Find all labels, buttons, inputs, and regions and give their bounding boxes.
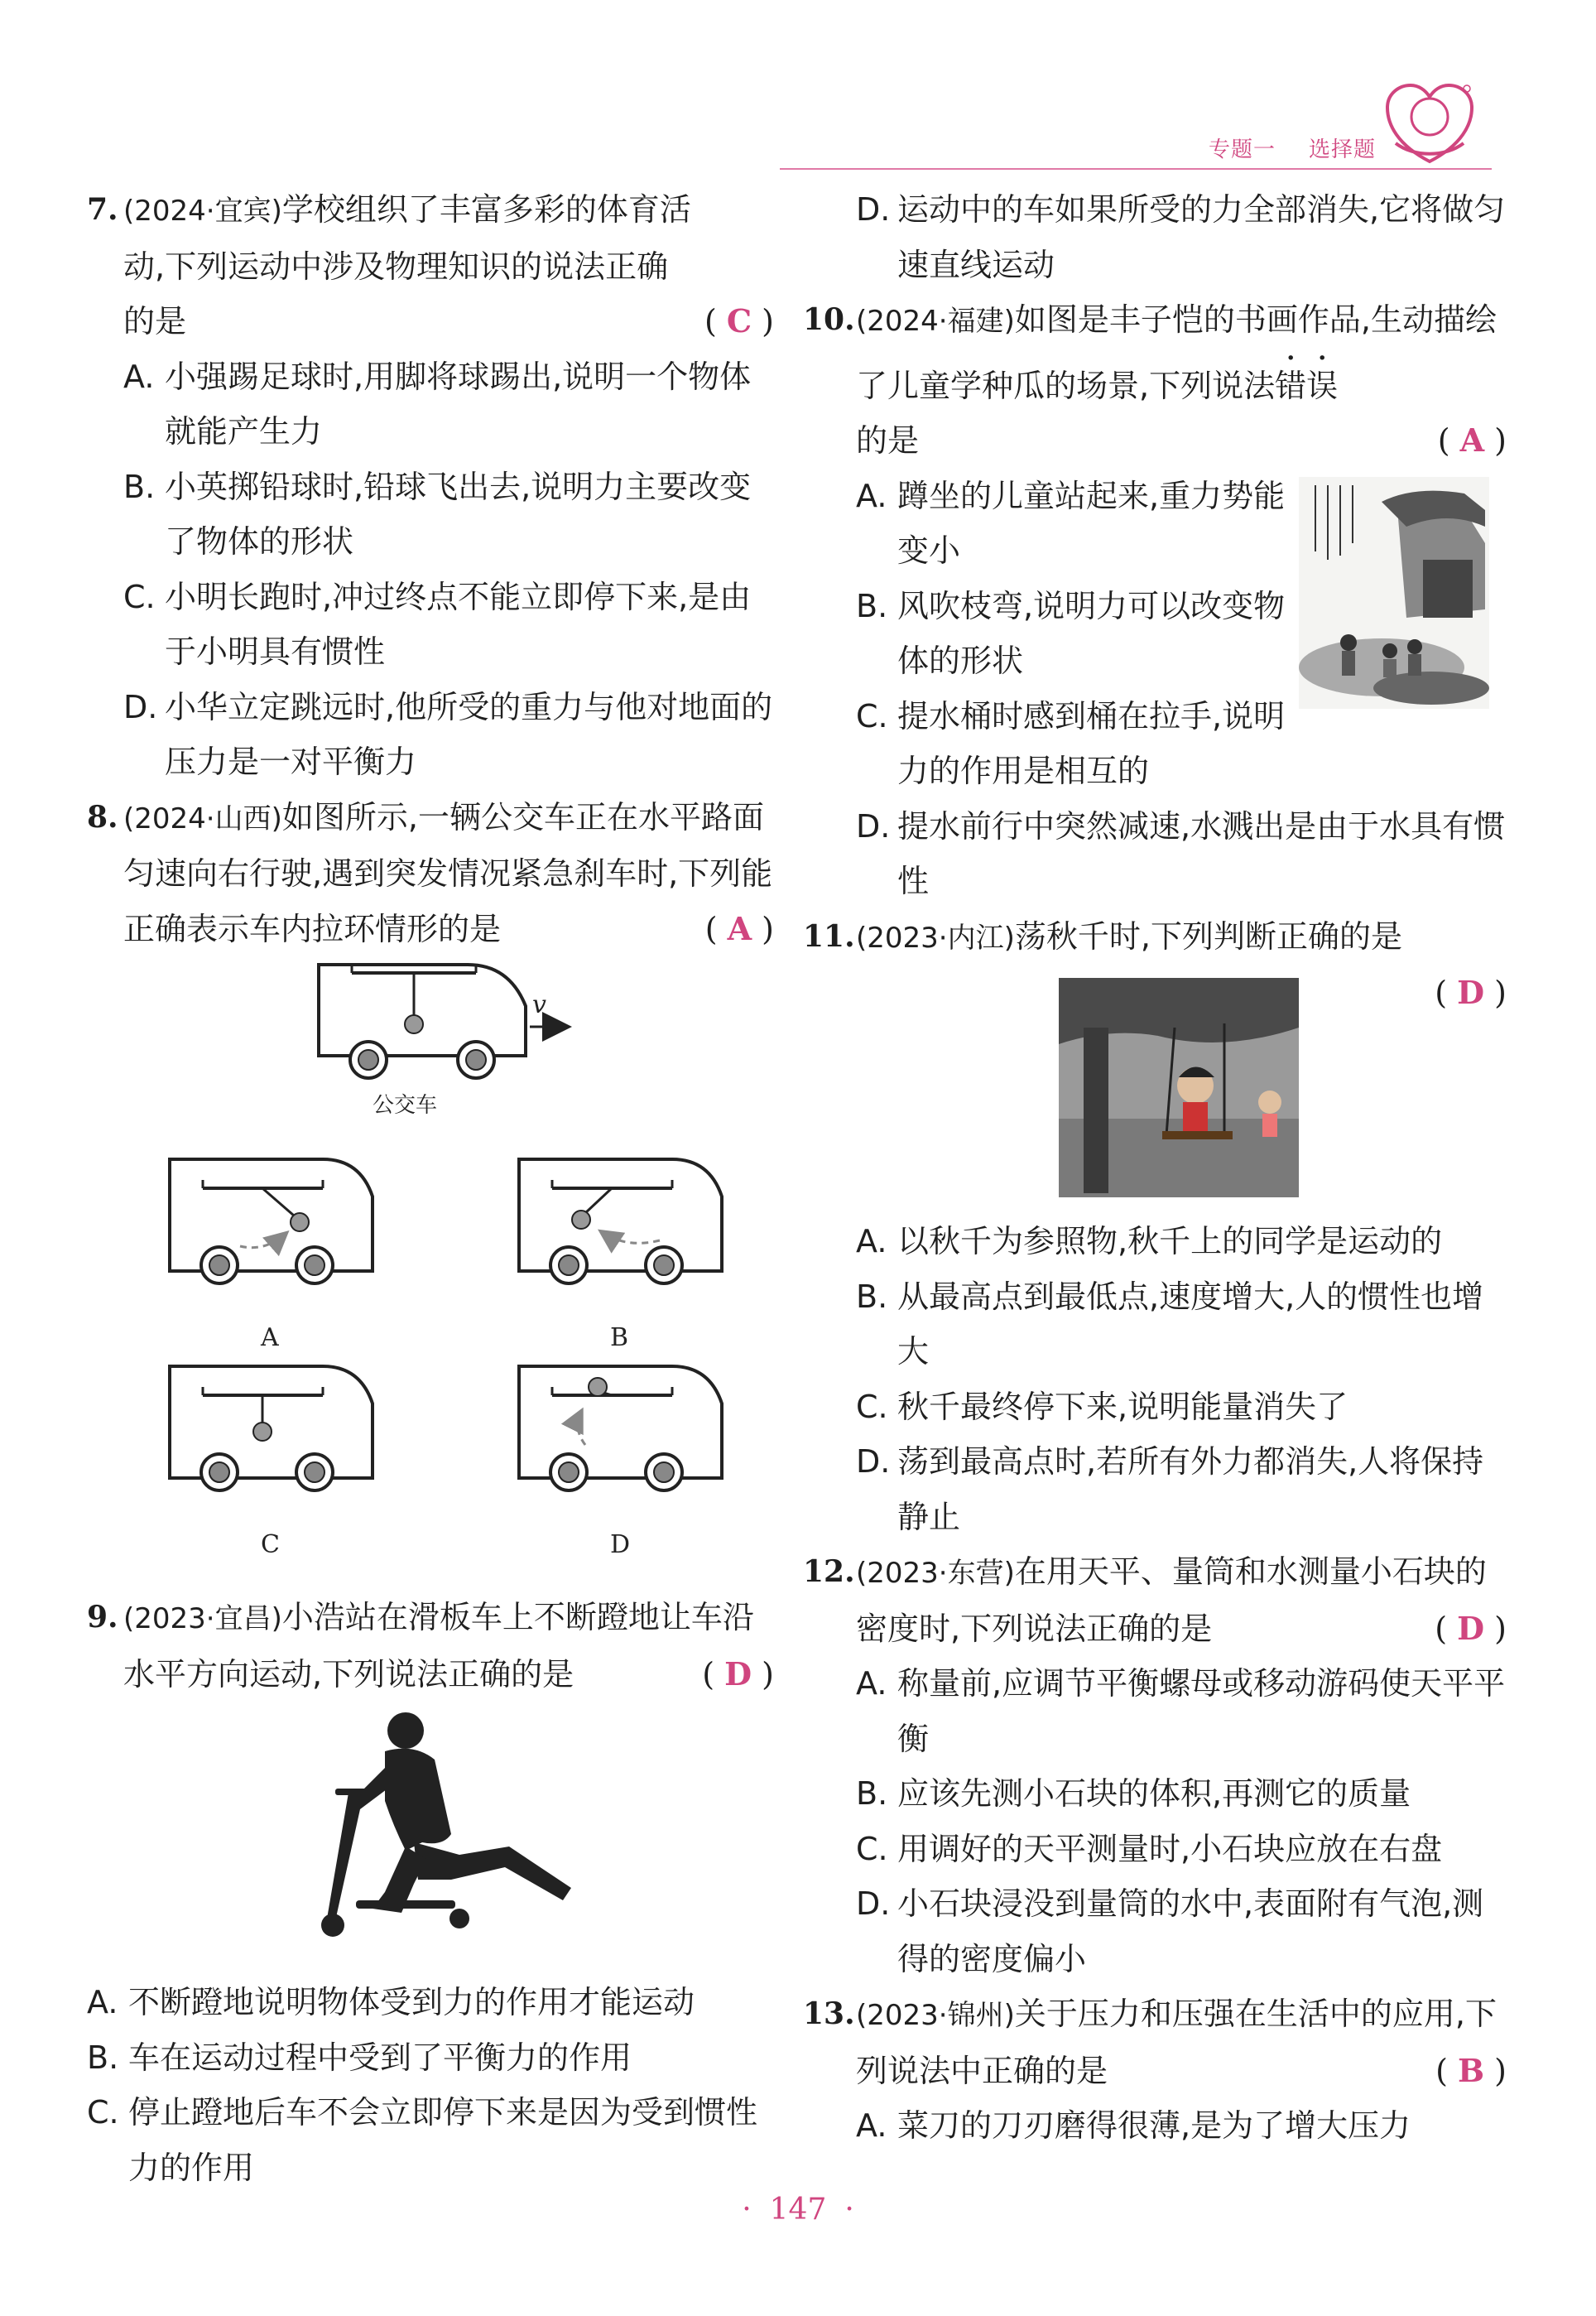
label-b: B — [610, 1323, 629, 1352]
q9-option-d: D. 运动中的车如果所受的力全部消失,它将做匀速直线运动 — [856, 191, 1506, 283]
question-number: 11. — [803, 918, 855, 954]
question-7 — [87, 182, 774, 790]
option-text: 运动中的车如果所受的力全部消失,它将做匀速直线运动 — [897, 191, 1506, 283]
option-a: A. 称量前,应调节平衡螺母或移动游码使天平平衡 — [856, 1665, 1506, 1757]
question-source: (2023·锦州) — [856, 1999, 1015, 2032]
option-text: 称量前,应调节平衡螺母或移动游码使天平平衡 — [897, 1665, 1506, 1757]
label-d: D — [610, 1530, 631, 1559]
stem-line-3: 的是 — [123, 303, 187, 339]
option-b: B. 小英掷铅球时,铅球飞出去,说明力主要改变了物体的形状 — [123, 468, 752, 560]
stem-text: 小浩站在滑板车上不断蹬地让车沿水平方向运动,下列说法正确的是 — [123, 1599, 754, 1692]
option-text: 小强踢足球时,用脚将球踢出,说明一个物体就能产生力 — [165, 358, 752, 450]
section-label — [1209, 132, 1376, 163]
question-10 — [803, 292, 1507, 909]
option-a: A. 菜刀的刀刃磨得很薄,是为了增大压力 — [856, 2107, 1411, 2144]
stem-tail: 的是 — [856, 422, 920, 459]
option-d: D. 小石块浸没到量筒的水中,表面附有气泡,测得的密度偏小 — [856, 1885, 1484, 1977]
answer-badge: ( C ) — [704, 302, 774, 339]
answer-letter: C — [726, 302, 752, 339]
option-text: 应该先测小石块的体积,再测它的质量 — [897, 1775, 1411, 1812]
option-text: 荡到最高点时,若所有外力都消失,人将保持静止 — [897, 1443, 1484, 1535]
option-d: D. 小华立定跳远时,他所受的重力与他对地面的压力是一对平衡力 — [123, 688, 773, 780]
stem-text: 在用天平、量筒和水测量小石块的密度时,下列说法正确的是 — [856, 1553, 1487, 1647]
option-text: 以秋千为参照物,秋千上的同学是运动的 — [897, 1223, 1443, 1259]
bus-option-d — [519, 1366, 722, 1490]
question-stem — [856, 1544, 1507, 1656]
question-stem — [123, 790, 774, 957]
answer-badge: ( D ) — [1435, 1609, 1507, 1647]
answer-badge: ( D ) — [1435, 974, 1507, 1011]
option-a: A. 以秋千为参照物,秋千上的同学是运动的 — [856, 1223, 1443, 1259]
question-number: 7. — [87, 192, 118, 227]
q9-option-c: C. 停止蹬地后车不会立即停下来是因为受到惯性力的作用 — [87, 2094, 758, 2186]
left-column — [87, 182, 774, 2195]
option-a: A. 小强踢足球时,用脚将球踢出,说明一个物体就能产生力 — [123, 358, 752, 450]
q9-option-a: A. 不断蹬地说明物体受到力的作用才能运动 — [87, 1984, 695, 2020]
question-number: 13. — [803, 1996, 855, 2031]
answer-letter: D — [724, 1654, 752, 1692]
option-d: D. 荡到最高点时,若所有外力都消失,人将保持静止 — [856, 1443, 1484, 1535]
option-text: 小华立定跳远时,他所受的重力与他对地面的压力是一对平衡力 — [165, 688, 773, 780]
option-text: 小石块浸没到量筒的水中,表面附有气泡,测得的密度偏小 — [897, 1885, 1484, 1977]
option-text: 车在运动过程中受到了平衡力的作用 — [128, 2039, 632, 2076]
stem-text: 如图是丰子恺的书画作品,生动描绘了儿童学种瓜的场景,下列说法 — [856, 301, 1497, 404]
question-number: 12. — [803, 1554, 855, 1589]
stem-line-1: 学校组织了丰富多彩的体育活 — [281, 191, 691, 228]
publisher-logo-icon — [1381, 79, 1478, 170]
option-text: 用调好的天平测量时,小石块应放在右盘 — [897, 1830, 1443, 1867]
question-9 — [87, 1590, 774, 1702]
bus-caption: 公交车 — [373, 1093, 438, 1118]
bus-diagrams — [87, 956, 774, 1590]
answer-letter: B — [1457, 2051, 1485, 2089]
option-text: 提水桶时感到桶在拉手,说明力的作用是相互的 — [897, 697, 1286, 789]
velocity-label: v — [532, 990, 546, 1019]
answer-letter: A — [1459, 421, 1485, 459]
option-c: C. 秋千最终停下来,说明能量消失了 — [856, 1388, 1348, 1425]
question-number: 8. — [87, 799, 118, 835]
question-8 — [87, 790, 774, 957]
bus-figure — [87, 956, 774, 1590]
header-divider — [780, 168, 1492, 170]
question-stem — [123, 182, 774, 349]
answer-badge: ( D ) — [702, 1654, 774, 1692]
question-source: (2023·内江) — [856, 921, 1015, 955]
scooter-silhouette — [87, 1702, 774, 1975]
option-a: A. 蹲坐的儿童站起来,重力势能变小 — [856, 477, 1286, 569]
option-text: 提水前行中突然减速,水溅出是由于水具有惯性 — [897, 807, 1506, 899]
page-number-value: 147 — [769, 2193, 827, 2227]
question-13 — [803, 1986, 1507, 2154]
option-text: 蹲坐的儿童站起来,重力势能变小 — [897, 477, 1286, 569]
option-text: 菜刀的刀刃磨得很薄,是为了增大压力 — [897, 2107, 1411, 2144]
bus-main — [319, 965, 567, 1078]
question-stem — [856, 909, 1507, 1011]
question-number: 10. — [803, 302, 855, 337]
stem-line-2: 动,下列运动中涉及物理知识的说法正确 — [123, 248, 669, 285]
bus-option-c — [170, 1366, 373, 1490]
painting-image — [1299, 477, 1489, 709]
answer-letter: A — [727, 909, 752, 947]
option-text: 停止蹬地后车不会立即停下来是因为受到惯性力的作用 — [128, 2094, 758, 2186]
option-text: 秋千最终停下来,说明能量消失了 — [897, 1388, 1348, 1425]
question-stem — [856, 1986, 1507, 2098]
right-column — [803, 182, 1507, 2154]
answer-letter: D — [1457, 1609, 1485, 1647]
question-12 — [803, 1544, 1507, 1986]
question-source: (2024·山西) — [123, 802, 282, 835]
section-subtitle: 选择题 — [1309, 137, 1377, 162]
question-source: (2023·宜昌) — [123, 1602, 282, 1635]
option-text: 从最高点到最低点,速度增大,人的惯性也增大 — [897, 1278, 1484, 1370]
question-stem — [123, 1590, 774, 1702]
q9-option-b: B. 车在运动过程中受到了平衡力的作用 — [87, 2039, 632, 2076]
option-b: B. 应该先测小石块的体积,再测它的质量 — [856, 1775, 1411, 1812]
scooter-figure — [87, 1702, 774, 1975]
question-11 — [803, 909, 1507, 1545]
answer-badge: ( A ) — [704, 909, 774, 947]
answer-letter: D — [1457, 974, 1485, 1011]
bus-option-a — [170, 1159, 373, 1283]
option-d: D. 提水前行中突然减速,水溅出是由于水具有惯性 — [856, 807, 1506, 899]
answer-badge: ( A ) — [1437, 421, 1507, 459]
question-source: (2023·东营) — [856, 1557, 1015, 1590]
question-source: (2024·宜宾) — [123, 195, 282, 228]
swing-image — [1059, 978, 1299, 1197]
stem-text: 关于压力和压强在生活中的应用,下列说法中正确的是 — [856, 1996, 1497, 2089]
question-source: (2024·福建) — [856, 305, 1015, 338]
option-b: B. 风吹枝弯,说明力可以改变物体的形状 — [856, 587, 1286, 679]
label-c: C — [261, 1530, 280, 1559]
option-c: C. 提水桶时感到桶在拉手,说明力的作用是相互的 — [856, 697, 1286, 789]
stem-emphasis: 错误 — [1275, 367, 1339, 404]
stem-text: 荡秋千时,下列判断正确的是 — [1014, 917, 1402, 955]
option-text: 小明长跑时,冲过终点不能立即停下来,是由于小明具有惯性 — [165, 578, 752, 670]
question-number: 9. — [87, 1600, 118, 1635]
option-c: C. 小明长跑时,冲过终点不能立即停下来,是由于小明具有惯性 — [123, 578, 752, 670]
bus-option-b — [519, 1159, 722, 1283]
option-text: 不断蹬地说明物体受到力的作用才能运动 — [128, 1984, 695, 2020]
stem-text: 如图所示,一辆公交车正在水平路面匀速向右行驶,遇到突发情况紧急刹车时,下列能正确表示车内拉环情形的是 — [123, 798, 773, 947]
label-a: A — [261, 1323, 279, 1352]
option-text: 小英掷铅球时,铅球飞出去,说明力主要改变了物体的形状 — [165, 468, 752, 560]
option-b: B. 从最高点到最低点,速度增大,人的惯性也增大 — [856, 1278, 1484, 1370]
answer-badge: ( B ) — [1435, 2051, 1507, 2089]
page-number: · 147 · — [742, 2193, 854, 2227]
section-title: 专题一 — [1209, 137, 1276, 162]
option-text: 风吹枝弯,说明力可以改变物体的形状 — [897, 587, 1286, 679]
question-stem — [856, 292, 1507, 469]
option-c: C. 用调好的天平测量时,小石块应放在右盘 — [856, 1830, 1443, 1867]
